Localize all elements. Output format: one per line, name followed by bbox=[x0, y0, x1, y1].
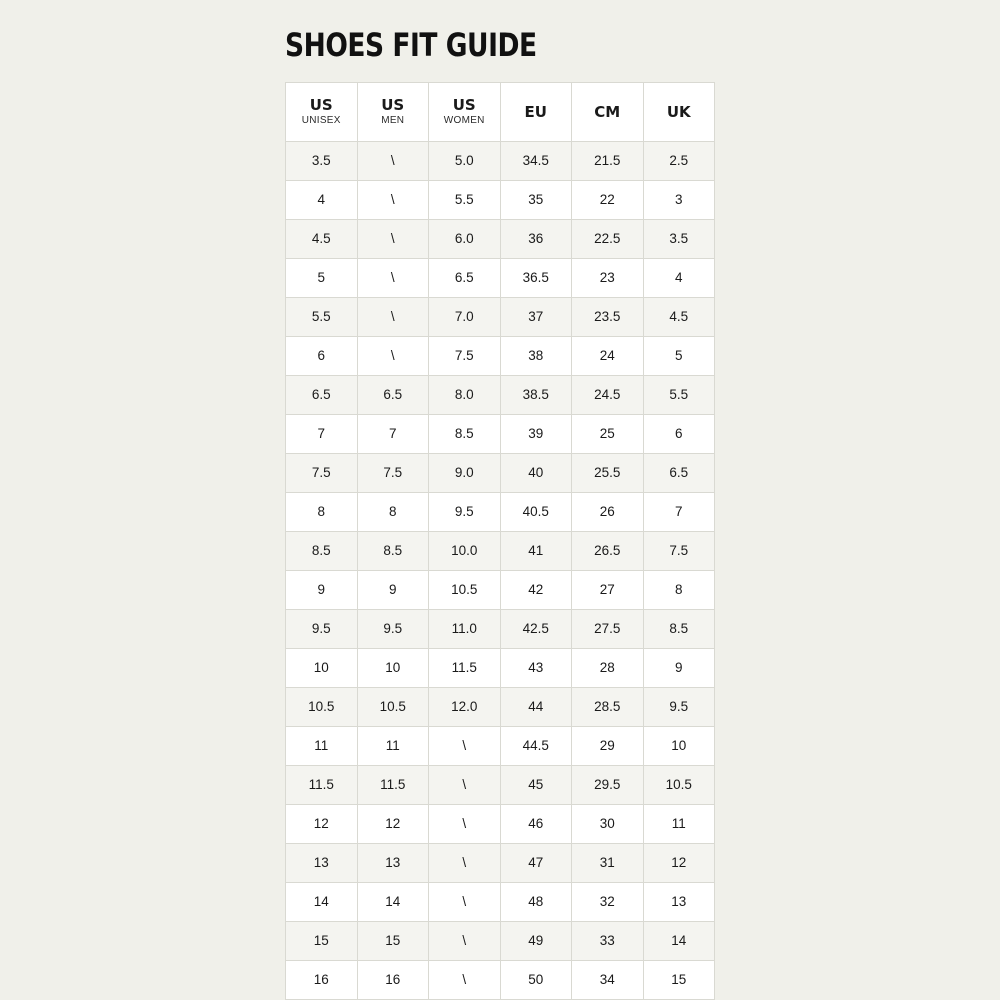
table-cell: 29 bbox=[572, 727, 644, 766]
table-row bbox=[286, 532, 715, 571]
table-row bbox=[286, 961, 715, 1000]
table-cell: 7.5 bbox=[357, 454, 429, 493]
table-header-row bbox=[286, 83, 715, 142]
table-cell: 15 bbox=[286, 922, 358, 961]
table-cell: 4.5 bbox=[643, 298, 715, 337]
table-cell: 45 bbox=[500, 766, 572, 805]
table-cell: 6.5 bbox=[286, 376, 358, 415]
table-cell: 5.0 bbox=[429, 142, 501, 181]
table-cell: 5.5 bbox=[429, 181, 501, 220]
table-row bbox=[286, 454, 715, 493]
table-cell: 7.0 bbox=[429, 298, 501, 337]
column-header-sub: UNISEX bbox=[301, 114, 341, 126]
table-cell: 3.5 bbox=[643, 220, 715, 259]
table-cell: 4 bbox=[286, 181, 358, 220]
table-cell: 48 bbox=[500, 883, 572, 922]
table-cell: 5 bbox=[643, 337, 715, 376]
table-body bbox=[286, 142, 715, 1000]
table-cell: 7 bbox=[286, 415, 358, 454]
table-cell: 49 bbox=[500, 922, 572, 961]
table-cell: 34.5 bbox=[500, 142, 572, 181]
column-header-main: UK bbox=[666, 102, 691, 121]
table-cell: 25 bbox=[572, 415, 644, 454]
table-cell: \ bbox=[357, 142, 429, 181]
table-cell: \ bbox=[357, 181, 429, 220]
table-cell: 7.5 bbox=[429, 337, 501, 376]
table-cell: 12.0 bbox=[429, 688, 501, 727]
column-header-sub: WOMEN bbox=[443, 114, 485, 126]
table-cell: 33 bbox=[572, 922, 644, 961]
table-cell: 39 bbox=[500, 415, 572, 454]
table-cell: 35 bbox=[500, 181, 572, 220]
table-cell: \ bbox=[357, 337, 429, 376]
table-cell: 9.0 bbox=[429, 454, 501, 493]
table-cell: 42.5 bbox=[500, 610, 572, 649]
table-cell: 9.5 bbox=[357, 610, 429, 649]
table-row bbox=[286, 883, 715, 922]
table-cell: 22 bbox=[572, 181, 644, 220]
table-cell: 5.5 bbox=[643, 376, 715, 415]
column-header-sub: MEN bbox=[381, 114, 405, 126]
table-cell: 6.5 bbox=[643, 454, 715, 493]
table-cell: 13 bbox=[286, 844, 358, 883]
table-row bbox=[286, 649, 715, 688]
table-cell: 34 bbox=[572, 961, 644, 1000]
size-conversion-table bbox=[285, 82, 715, 1000]
table-cell: 36 bbox=[500, 220, 572, 259]
table-cell: 8.5 bbox=[357, 532, 429, 571]
table-cell: 47 bbox=[500, 844, 572, 883]
column-header-us-men bbox=[357, 83, 429, 142]
table-cell: 29.5 bbox=[572, 766, 644, 805]
column-header-main: EU bbox=[524, 102, 547, 121]
table-cell: 24 bbox=[572, 337, 644, 376]
table-cell: 26.5 bbox=[572, 532, 644, 571]
table-cell: \ bbox=[429, 805, 501, 844]
table-cell: 36.5 bbox=[500, 259, 572, 298]
table-cell: 8.5 bbox=[429, 415, 501, 454]
table-cell: 8.5 bbox=[286, 532, 358, 571]
table-cell: 14 bbox=[357, 883, 429, 922]
table-cell: 9 bbox=[286, 571, 358, 610]
table-row bbox=[286, 220, 715, 259]
table-cell: 2.5 bbox=[643, 142, 715, 181]
table-cell: 15 bbox=[357, 922, 429, 961]
table-cell: 11.0 bbox=[429, 610, 501, 649]
table-cell: 23.5 bbox=[572, 298, 644, 337]
table-row bbox=[286, 766, 715, 805]
table-cell: \ bbox=[429, 727, 501, 766]
table-cell: 7.5 bbox=[286, 454, 358, 493]
table-cell: 9.5 bbox=[286, 610, 358, 649]
table-cell: 9 bbox=[643, 649, 715, 688]
column-header-cm bbox=[572, 83, 644, 142]
table-cell: \ bbox=[429, 883, 501, 922]
table-cell: 32 bbox=[572, 883, 644, 922]
table-cell: \ bbox=[357, 298, 429, 337]
table-cell: \ bbox=[429, 961, 501, 1000]
table-cell: 28.5 bbox=[572, 688, 644, 727]
column-header-main: US bbox=[309, 95, 333, 114]
table-cell: 15 bbox=[643, 961, 715, 1000]
table-cell: 8 bbox=[286, 493, 358, 532]
column-header-us-women bbox=[429, 83, 501, 142]
table-row bbox=[286, 142, 715, 181]
table-cell: 7 bbox=[357, 415, 429, 454]
table-cell: 10.5 bbox=[357, 688, 429, 727]
table-cell: 37 bbox=[500, 298, 572, 337]
table-cell: 10 bbox=[286, 649, 358, 688]
table-row bbox=[286, 922, 715, 961]
table-cell: 23 bbox=[572, 259, 644, 298]
table-cell: 42 bbox=[500, 571, 572, 610]
column-header-eu bbox=[500, 83, 572, 142]
table-header bbox=[286, 83, 715, 142]
table-cell: 41 bbox=[500, 532, 572, 571]
table-cell: 8 bbox=[643, 571, 715, 610]
table-cell: 50 bbox=[500, 961, 572, 1000]
table-cell: 43 bbox=[500, 649, 572, 688]
table-cell: 14 bbox=[643, 922, 715, 961]
table-cell: 16 bbox=[357, 961, 429, 1000]
column-header-main: US bbox=[452, 95, 476, 114]
column-header-main: CM bbox=[594, 102, 621, 121]
table-row bbox=[286, 259, 715, 298]
table-row bbox=[286, 298, 715, 337]
table-cell: 44.5 bbox=[500, 727, 572, 766]
table-cell: 31 bbox=[572, 844, 644, 883]
table-cell: 27 bbox=[572, 571, 644, 610]
table-cell: 10 bbox=[643, 727, 715, 766]
table-cell: \ bbox=[357, 259, 429, 298]
table-cell: 38.5 bbox=[500, 376, 572, 415]
table-cell: \ bbox=[429, 922, 501, 961]
table-cell: 13 bbox=[643, 883, 715, 922]
table-cell: 13 bbox=[357, 844, 429, 883]
table-cell: 28 bbox=[572, 649, 644, 688]
table-row bbox=[286, 415, 715, 454]
table-row bbox=[286, 805, 715, 844]
table-cell: 10.5 bbox=[429, 571, 501, 610]
table-row bbox=[286, 610, 715, 649]
table-cell: 3.5 bbox=[286, 142, 358, 181]
column-header-uk bbox=[643, 83, 715, 142]
table-cell: 22.5 bbox=[572, 220, 644, 259]
table-cell: \ bbox=[429, 844, 501, 883]
table-cell: 11 bbox=[643, 805, 715, 844]
table-cell: 3 bbox=[643, 181, 715, 220]
table-row bbox=[286, 844, 715, 883]
column-header-us-unisex bbox=[286, 83, 358, 142]
table-cell: 4 bbox=[643, 259, 715, 298]
table-cell: 14 bbox=[286, 883, 358, 922]
table-row bbox=[286, 571, 715, 610]
page-title: SHOES FIT GUIDE bbox=[285, 26, 537, 64]
table-cell: 40 bbox=[500, 454, 572, 493]
table-cell: 9.5 bbox=[429, 493, 501, 532]
table-cell: 6.5 bbox=[357, 376, 429, 415]
table-cell: 11.5 bbox=[357, 766, 429, 805]
table-cell: 8.5 bbox=[643, 610, 715, 649]
table-cell: 9 bbox=[357, 571, 429, 610]
table-cell: 10.5 bbox=[286, 688, 358, 727]
table-row bbox=[286, 337, 715, 376]
table-cell: 5.5 bbox=[286, 298, 358, 337]
table-cell: 10.0 bbox=[429, 532, 501, 571]
table-row bbox=[286, 727, 715, 766]
table-cell: \ bbox=[429, 766, 501, 805]
size-table-container bbox=[285, 82, 715, 1000]
table-cell: 5 bbox=[286, 259, 358, 298]
table-cell: 12 bbox=[286, 805, 358, 844]
table-cell: 9.5 bbox=[643, 688, 715, 727]
table-cell: 26 bbox=[572, 493, 644, 532]
table-row bbox=[286, 181, 715, 220]
table-cell: 30 bbox=[572, 805, 644, 844]
table-cell: 46 bbox=[500, 805, 572, 844]
table-cell: 16 bbox=[286, 961, 358, 1000]
table-cell: 7 bbox=[643, 493, 715, 532]
table-row bbox=[286, 376, 715, 415]
table-cell: 38 bbox=[500, 337, 572, 376]
table-cell: 11.5 bbox=[286, 766, 358, 805]
table-cell: 40.5 bbox=[500, 493, 572, 532]
table-cell: \ bbox=[357, 220, 429, 259]
table-cell: 12 bbox=[357, 805, 429, 844]
table-cell: 11 bbox=[286, 727, 358, 766]
table-row bbox=[286, 493, 715, 532]
table-cell: 12 bbox=[643, 844, 715, 883]
table-cell: 25.5 bbox=[572, 454, 644, 493]
column-header-main: US bbox=[381, 95, 405, 114]
table-cell: 6 bbox=[286, 337, 358, 376]
table-cell: 10.5 bbox=[643, 766, 715, 805]
table-cell: 4.5 bbox=[286, 220, 358, 259]
table-cell: 6.5 bbox=[429, 259, 501, 298]
table-cell: 21.5 bbox=[572, 142, 644, 181]
table-cell: 11 bbox=[357, 727, 429, 766]
table-cell: 6.0 bbox=[429, 220, 501, 259]
table-cell: 44 bbox=[500, 688, 572, 727]
table-cell: 24.5 bbox=[572, 376, 644, 415]
table-row bbox=[286, 688, 715, 727]
table-cell: 27.5 bbox=[572, 610, 644, 649]
table-cell: 8.0 bbox=[429, 376, 501, 415]
table-cell: 10 bbox=[357, 649, 429, 688]
table-cell: 11.5 bbox=[429, 649, 501, 688]
table-cell: 6 bbox=[643, 415, 715, 454]
table-cell: 7.5 bbox=[643, 532, 715, 571]
table-cell: 8 bbox=[357, 493, 429, 532]
